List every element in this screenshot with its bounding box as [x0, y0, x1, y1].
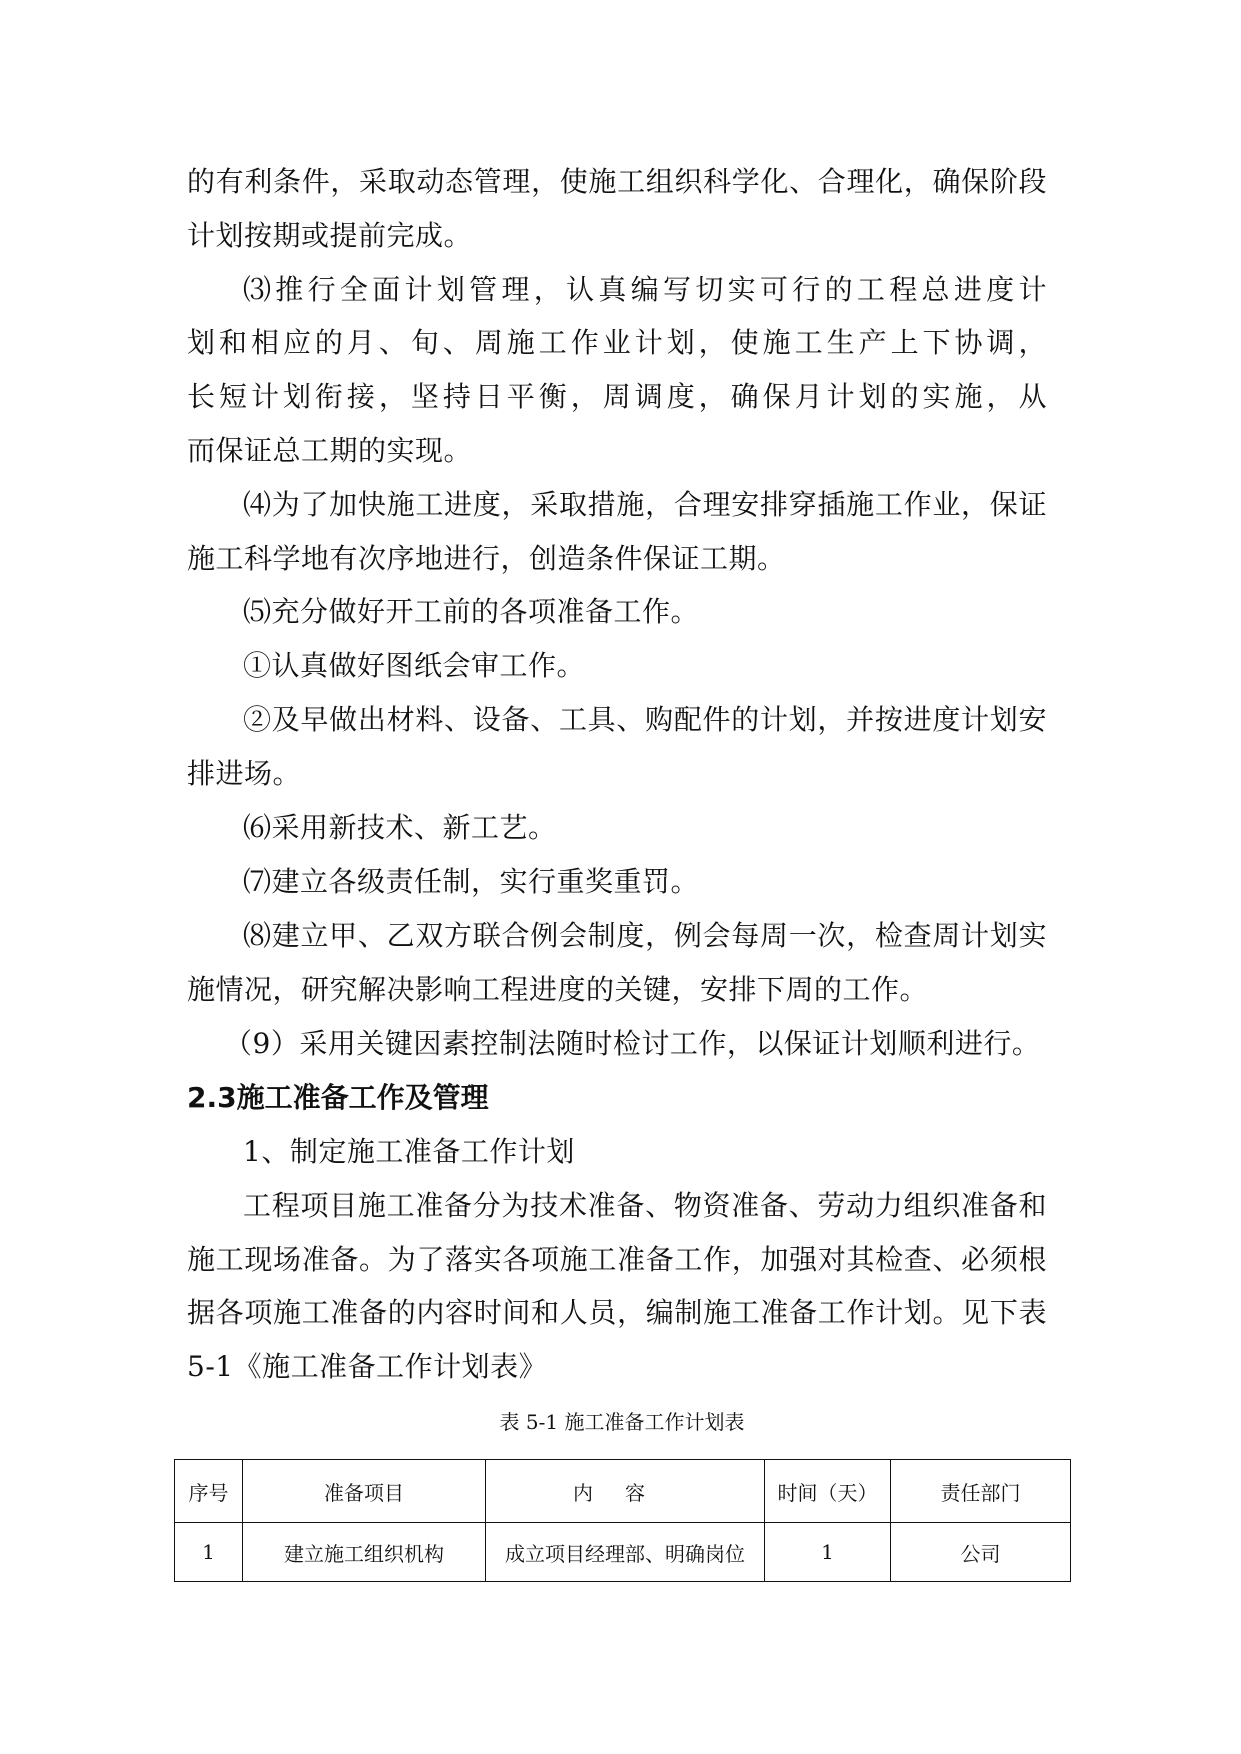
cell-item: 建立施工组织机构	[243, 1523, 486, 1582]
paragraph-line: 长短计划衔接，坚持日平衡，周调度，确保月计划的实施，从	[187, 380, 1047, 413]
paragraph-line: 而保证总工期的实现。	[187, 434, 473, 467]
header-dept: 责任部门	[891, 1460, 1071, 1523]
paragraph-line: （9）采用关键因素控制法随时检讨工作，以保证计划顺利进行。	[224, 1027, 1041, 1060]
paragraph-line: 工程项目施工准备分为技术准备、物资准备、劳动力组织准备和	[243, 1189, 1047, 1222]
header-seq: 序号	[175, 1460, 243, 1523]
section-heading: 2.3施工准备工作及管理	[187, 1081, 489, 1114]
paragraph-line: 施情况，研究解决影响工程进度的关键，安排下周的工作。	[187, 973, 929, 1006]
table-caption: 表 5-1 施工准备工作计划表	[499, 1410, 745, 1434]
paragraph-line: ⑶推行全面计划管理，认真编写切实可行的工程总进度计	[243, 273, 1047, 306]
paragraph-line: ⑻建立甲、乙双方联合例会制度，例会每周一次，检查周计划实	[243, 919, 1047, 952]
paragraph-line: ⑸充分做好开工前的各项准备工作。	[243, 595, 700, 628]
header-time: 时间（天）	[765, 1460, 891, 1523]
paragraph-line: ⑺建立各级责任制，实行重奖重罚。	[243, 865, 700, 898]
paragraph-line: 的有利条件，采取动态管理，使施工组织科学化、合理化，确保阶段	[187, 165, 1047, 198]
preparation-plan-table	[174, 1459, 1071, 1582]
table-header-row	[175, 1460, 1071, 1523]
cell-content: 成立项目经理部、明确岗位	[486, 1523, 765, 1582]
paragraph-line: 据各项施工准备的内容时间和人员，编制施工准备工作计划。见下表	[187, 1296, 1047, 1329]
paragraph-line: ①认真做好图纸会审工作。	[243, 649, 586, 682]
paragraph-line: 施工科学地有次序地进行，创造条件保证工期。	[187, 542, 786, 575]
cell-seq: 1	[175, 1523, 243, 1582]
paragraph-line: 划和相应的月、旬、周施工作业计划，使施工生产上下协调，	[187, 326, 1047, 359]
cell-dept: 公司	[891, 1523, 1071, 1582]
paragraph-line: ②及早做出材料、设备、工具、购配件的计划，并按进度计划安	[243, 703, 1047, 736]
paragraph-line: 施工现场准备。为了落实各项施工准备工作，加强对其检查、必须根	[187, 1243, 1047, 1276]
paragraph-line: 5-1《施工准备工作计划表》	[187, 1350, 548, 1383]
paragraph-line: 排进场。	[187, 757, 302, 790]
subsection-heading: 1、制定施工准备工作计划	[243, 1135, 575, 1168]
paragraph-line: 计划按期或提前完成。	[187, 219, 473, 252]
cell-time: 1	[765, 1523, 891, 1582]
paragraph-line: ⑷为了加快施工进度，采取措施，合理安排穿插施工作业，保证	[243, 488, 1047, 521]
header-item: 准备项目	[243, 1460, 486, 1523]
table-row	[175, 1523, 1071, 1582]
paragraph-line: ⑹采用新技术、新工艺。	[243, 811, 557, 844]
header-content: 内容	[486, 1460, 765, 1523]
